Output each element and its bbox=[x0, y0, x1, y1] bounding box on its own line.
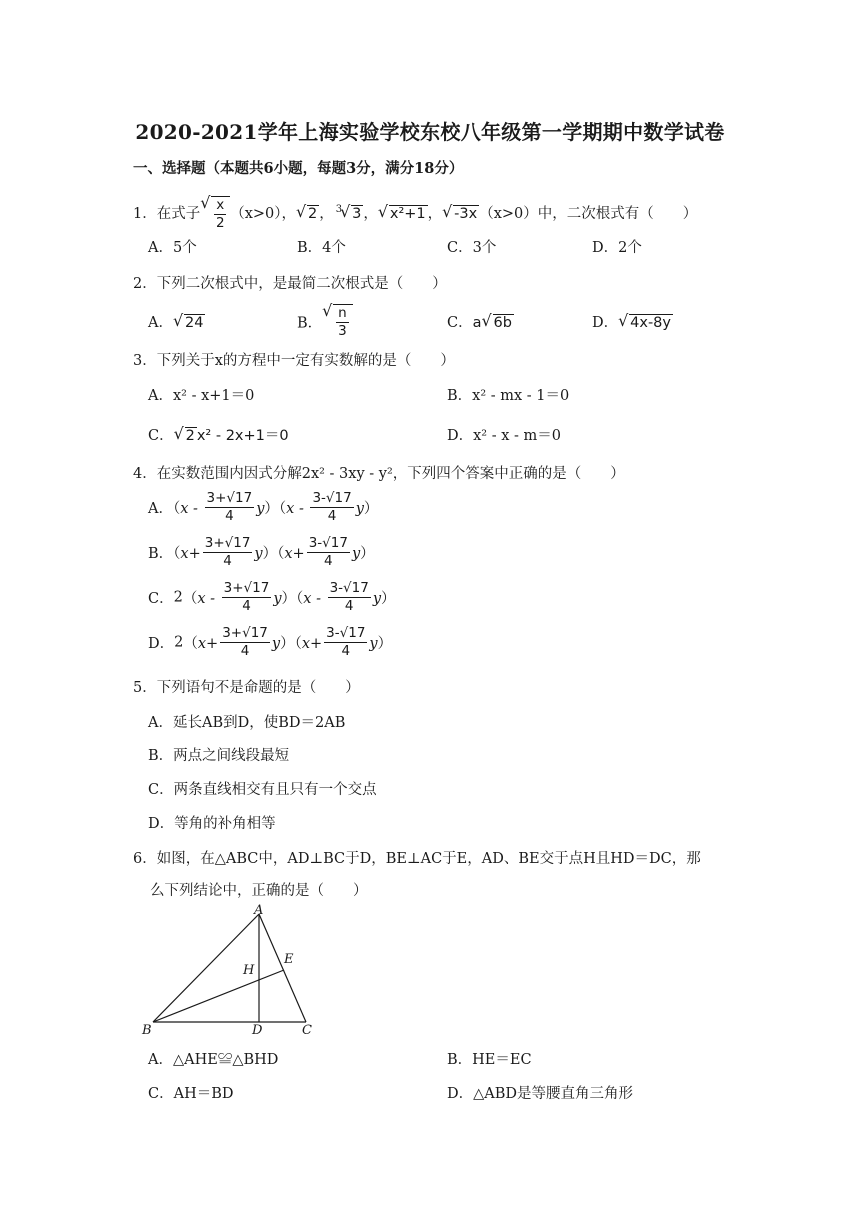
question-4: 4．在实数范围内因式分解2x² - 3xy - y²，下列四个答案中正确的是（ ） bbox=[133, 466, 625, 482]
section-heading: 一、选择题（本题共6小题，每题3分，满分18分） bbox=[133, 160, 464, 177]
option-a: A．5个 bbox=[148, 240, 197, 256]
radical bbox=[333, 304, 353, 340]
option-c: C．两条直线相交有且只有一个交点 bbox=[148, 782, 377, 798]
fraction: $\frac{3+√17}{4}$ bbox=[204, 535, 251, 569]
radical: √ 2 bbox=[185, 427, 197, 444]
radical: √ 2 bbox=[307, 205, 319, 222]
option-d: D．△ABD是等腰直角三角形 bbox=[447, 1086, 634, 1102]
option-c: C．AH＝BD bbox=[148, 1086, 234, 1102]
option-a: A．△AHE≌△BHD bbox=[148, 1052, 279, 1068]
question-5: 5．下列语句不是命题的是（ ） bbox=[133, 680, 360, 696]
label-e: E bbox=[284, 952, 294, 967]
altitude-be bbox=[153, 970, 284, 1022]
option-c: C．3个 bbox=[447, 240, 497, 256]
question-6: 6．如图，在△ABC中，AD⊥BC于D，BE⊥AC于E，AD、BE交于点H且HD＝DC，那 bbox=[133, 851, 701, 867]
label-b: B bbox=[142, 1023, 152, 1038]
option-c: C．a√ 6b bbox=[447, 311, 514, 332]
radical bbox=[211, 196, 230, 232]
option-b: B．（x+ $\frac{3+√17}{4}$ y）（x+ $\frac{3-√17}{4}$ y） bbox=[148, 535, 375, 569]
option-d: D．2个 bbox=[592, 240, 642, 256]
cube-root-index: 3 bbox=[335, 204, 343, 216]
question-2: 2．下列二次根式中，是最简二次根式是（ ） bbox=[133, 276, 447, 292]
option-d: D．x² - x - m＝0 bbox=[447, 428, 562, 444]
option-b: B．HE＝EC bbox=[447, 1052, 532, 1068]
option-c: C．2（x - $\frac{3+√17}{4}$ y）（x - $\frac{3-√17}{4}$ y） bbox=[148, 580, 396, 614]
radical: √ -3x bbox=[453, 205, 479, 222]
label-h: H bbox=[243, 963, 255, 978]
radical: √ 3 bbox=[351, 205, 363, 222]
option-a: A．√ 24 bbox=[148, 311, 205, 332]
option-b: B．x² - mx - 1＝0 bbox=[447, 388, 570, 404]
fraction: $\frac{3-√17}{4}$ bbox=[329, 580, 369, 614]
option-b: B． √ $\frac{n}{3}$ bbox=[297, 304, 353, 340]
option-c: C．√ 2 x² - 2x+1＝0 bbox=[148, 424, 289, 445]
option-d: D．等角的补角相等 bbox=[148, 816, 276, 832]
question-number: 1． bbox=[133, 206, 157, 222]
option-d: D．√ 4x-8y bbox=[592, 311, 673, 332]
fraction: $\frac{3-√17}{4}$ bbox=[308, 535, 348, 569]
fraction: $\frac{3+√17}{4}$ bbox=[223, 580, 270, 614]
condition-text: （x>0）， bbox=[230, 206, 297, 222]
fraction: $\frac{3+√17}{4}$ bbox=[222, 625, 268, 659]
edge-ac bbox=[259, 914, 306, 1022]
question-text: 在式子 bbox=[156, 206, 201, 222]
option-b: B．两点之间线段最短 bbox=[148, 748, 290, 764]
fraction: $\frac{3-√17}{4}$ bbox=[326, 625, 366, 659]
radical: √ 24 bbox=[184, 314, 205, 331]
radical: √ 6b bbox=[493, 314, 514, 331]
option-a: A．（x - $\frac{3+√17}{4}$ y）（x - $\frac{3-√17}{4}$ y） bbox=[148, 490, 379, 524]
exam-title: 2020-2021学年上海实验学校东校八年级第一学期期中数学试卷 bbox=[135, 120, 725, 144]
option-a: A．x² - x+1＝0 bbox=[148, 388, 255, 404]
option-a: A．延长AB到D，使BD＝2AB bbox=[148, 715, 346, 731]
fraction: $\frac{3-√17}{4}$ bbox=[312, 490, 352, 524]
fraction: √ $\frac{n}{3}$ bbox=[338, 305, 347, 339]
radical: √ x²+1 bbox=[389, 205, 428, 222]
question-1: 1．在式子 √ $\frac{x}{2}$ （x>0），√ 2 ， $^3$√ 3 ，√ x²+1 ，√ -3x （x>0）中，二次根式有（ ） bbox=[133, 196, 697, 232]
fraction: √ $\frac{x}{2}$ bbox=[215, 197, 225, 231]
triangle-figure bbox=[140, 900, 330, 1040]
question-3: 3．下列关于x的方程中一定有实数解的是（ ） bbox=[133, 353, 455, 369]
option-b: B．4个 bbox=[297, 240, 346, 256]
condition-text: （x>0）中，二次根式有（ ） bbox=[479, 206, 698, 222]
label-a: A bbox=[254, 903, 264, 918]
label-d: D bbox=[252, 1023, 263, 1038]
radical: √ 4x-8y bbox=[629, 314, 673, 331]
fraction: $\frac{3+√17}{4}$ bbox=[206, 490, 253, 524]
question-6-continued: 么下列结论中，正确的是（ ） bbox=[150, 883, 368, 899]
option-d: D．2（x+ $\frac{3+√17}{4}$ y）（x+ $\frac{3-√17}{4}$ y） bbox=[148, 625, 393, 659]
label-c: C bbox=[302, 1023, 312, 1038]
